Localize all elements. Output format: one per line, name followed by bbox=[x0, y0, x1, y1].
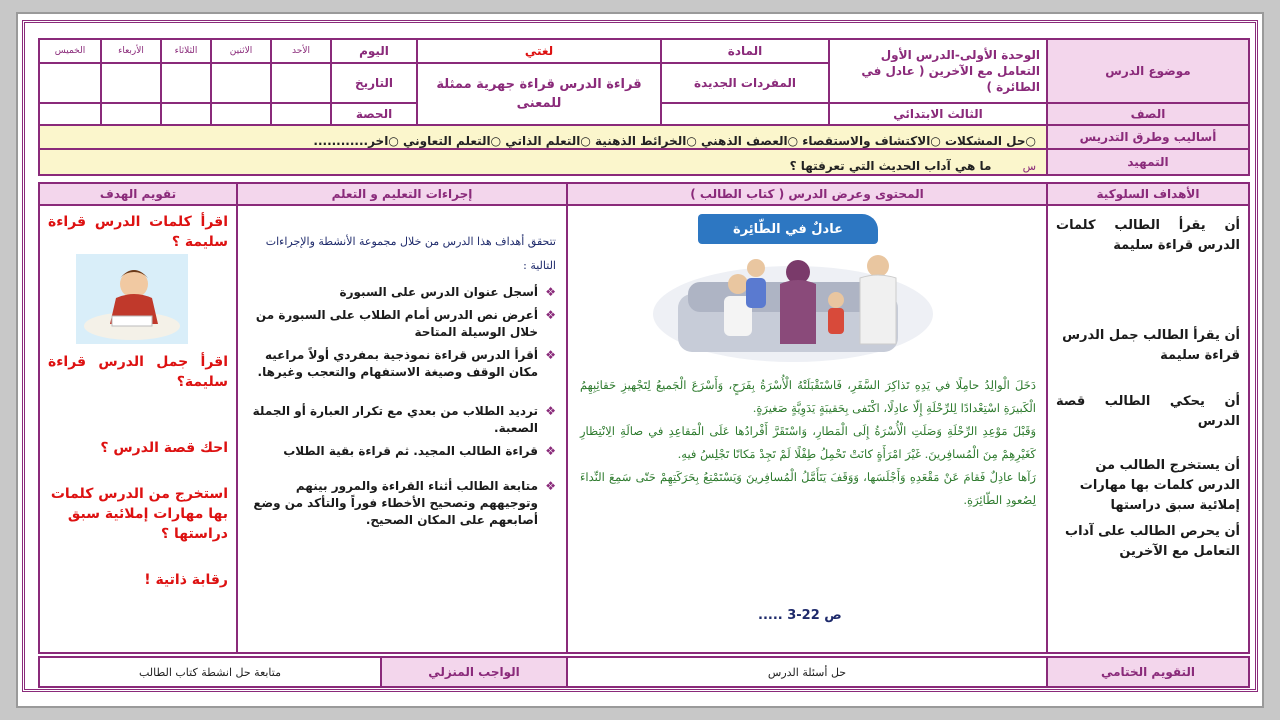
intro-label-cell bbox=[1046, 148, 1250, 176]
class-value: الثالث الابتدائي bbox=[893, 107, 983, 121]
procedure-item: ❖ أعرض نص الدرس أمام الطلاب على السبورة من خلال الوسيلة المتاحة bbox=[248, 307, 556, 341]
methods-label-cell bbox=[1046, 124, 1250, 150]
vocab-value-cell bbox=[416, 62, 662, 126]
intro-label: التمهيد bbox=[1127, 155, 1169, 169]
procedure-item: ❖ ترديد الطلاب من بعدي مع تكرار العبارة أو الجملة الصعبة. bbox=[248, 403, 556, 437]
story-paragraph: وَقَبْلَ مَوْعِدِ الرِّحْلَةِ وَصَلَتِ الْأُسْرَةُ إِلَى الْمَطارِ، وَاسْتَقَرَّ أَفْرادُها عَلَى الْمَقاعِدِ في صالَةِ الِانْتِظارِ كَغَيْرِهِمْ مِنَ الْمُسافِرينَ. غَيْرَ امْرَأَةٍ كانَتْ تَحْمِلُ طِفْلًا لَمْ تَجِدْ مَكانًا تَجْلِسُ فيهِ. bbox=[580, 424, 1036, 461]
final-eval-value-cell bbox=[566, 656, 1048, 688]
period-slot bbox=[160, 102, 212, 126]
procedure-item: ❖ أسجل عنوان الدرس على السبورة bbox=[248, 284, 556, 301]
procedure-item: ❖ متابعة الطالب أثناء القراءة والمرور بينهم وتوجيههم وتصحيح الأخطاء فوراً والتأكد من وضع أصابعهم على المكان الصحيح. bbox=[248, 478, 556, 529]
day-name: الخميس bbox=[54, 46, 86, 56]
homework-value-cell bbox=[38, 656, 382, 688]
vocab-label-cell bbox=[660, 62, 830, 104]
page-reference: ص 22-3 ..... bbox=[758, 608, 842, 623]
subject-label-cell bbox=[660, 38, 830, 64]
intro-prefix: س bbox=[1022, 160, 1036, 173]
day-name: الأربعاء bbox=[118, 46, 144, 56]
objective-item: أن يقرأ الطالب جمل الدرس قراءة سليمة bbox=[1062, 328, 1240, 363]
methods-value-cell bbox=[38, 124, 1048, 150]
homework-label: الواجب المنزلي bbox=[428, 665, 520, 679]
day-cell-thursday bbox=[38, 38, 102, 64]
date-slot bbox=[160, 62, 212, 104]
evaluation-item: احك قصة الدرس ؟ bbox=[100, 440, 228, 456]
final-eval-label-cell bbox=[1046, 656, 1250, 688]
story-text bbox=[580, 374, 1036, 512]
date-slot bbox=[100, 62, 162, 104]
class-label: الصف bbox=[1130, 107, 1166, 121]
evaluation-item: اقرأ كلمات الدرس قراءة سليمة ؟ bbox=[48, 214, 228, 250]
day-name: الأحد bbox=[292, 46, 310, 56]
period-label-cell bbox=[330, 102, 418, 126]
objectives-column bbox=[1046, 204, 1250, 654]
day-name: الاثنين bbox=[229, 46, 253, 56]
period-label: الحصة bbox=[355, 107, 393, 121]
content-column bbox=[566, 204, 1048, 654]
child-reading-illustration bbox=[76, 254, 188, 344]
class-label-cell bbox=[1046, 102, 1250, 126]
evaluation-column bbox=[38, 204, 238, 654]
procedure-item: ❖ قراءة الطالب المجيد. ثم قراءة بقية الطلاب bbox=[248, 443, 556, 460]
family-seats-illustration bbox=[648, 244, 938, 364]
homework-value: متابعة حل انشطة كتاب الطالب bbox=[139, 665, 281, 679]
period-slot bbox=[100, 102, 162, 126]
topic-label-cell bbox=[1046, 38, 1250, 104]
objectives-header: الأهداف السلوكية bbox=[1046, 182, 1250, 206]
subject-label: المادة bbox=[727, 44, 763, 58]
objective-item: أن يحرص الطالب على آداب التعامل مع الآخرين bbox=[1065, 524, 1240, 559]
period-slot bbox=[38, 102, 102, 126]
objective-item: أن يستخرج الطالب من الدرس كلمات بها مهارات إملائية سبق دراستها bbox=[1079, 458, 1240, 513]
topic-value-cell bbox=[828, 38, 1048, 104]
evaluation-header: تقويم الهدف bbox=[38, 182, 238, 206]
story-banner: عادلٌ في الطّائِرة bbox=[698, 214, 878, 244]
subject-value: لغتي bbox=[524, 44, 554, 58]
objective-item: أن يحكي الطالب قصة الدرس bbox=[1056, 394, 1240, 429]
content-header: المحتوى وعرض الدرس ( كتاب الطالب ) bbox=[566, 182, 1048, 206]
day-label: اليوم bbox=[359, 44, 389, 58]
procedures-list bbox=[248, 284, 556, 529]
methods-label: أساليب وطرق التدريس bbox=[1079, 130, 1217, 144]
subject-value-cell bbox=[416, 38, 662, 64]
methods-value: ○حل المشكلات ○الاكتشاف والاستقصاء ○العصف الذهني ○الخرائط الذهنية ○التعلم الذاتي ○التعلم التعاوني ○اخر............ bbox=[313, 134, 1036, 148]
period-slot bbox=[210, 102, 272, 126]
vocab-value: قراءة الدرس قراءة جهرية ممثلة للمعنى bbox=[436, 77, 642, 111]
day-cell-monday bbox=[210, 38, 272, 64]
period-slot bbox=[270, 102, 332, 126]
intro-value-cell bbox=[38, 148, 1048, 176]
day-cell-sunday bbox=[270, 38, 332, 64]
procedures-header: إجراءات التعليم و التعلم bbox=[236, 182, 568, 206]
date-label: التاريخ bbox=[354, 76, 394, 90]
day-label-cell bbox=[330, 38, 418, 64]
procedure-item: ❖ أقرأ الدرس قراءة نموذجية بمفردي أولاً مراعيه مكان الوقف وصيغة الاستفهام والتعجب وغيرها. bbox=[248, 347, 556, 381]
objective-item: أن يقرأ الطالب كلمات الدرس قراءة سليمة bbox=[1056, 218, 1240, 253]
story-paragraph: رَآها عادِلٌ فَقامَ عَنْ مَقْعَدِهِ وَأَجْلَسَها، وَوَقَفَ يَتَأَمَّلُ الْمُسافِرينَ وَيَسْتَمْتِعُ بِحَرَكَتِهِمْ حَتّى سَمِعَ النِّداءَ لِصُعودِ الطّائِرَةِ. bbox=[580, 470, 1036, 507]
story-paragraph: دَخَلَ الْوالِدُ حامِلًا في يَدِهِ تَذاكِرَ السَّفَرِ، فَاسْتَقْبَلَتْهُ الْأُسْرَةُ بِفَرَحٍ، وَأَسْرَعَ الْجَميعُ لِتَجْهيزِ حَقائِبِهِمُ الْكَبيرَةِ اسْتِعْدادًا لِلرِّحْلَةِ إِلّا عادِلًا، اكْتَفى بِحَقيبَةٍ يَدَوِيَّةٍ صَغيرَةٍ. bbox=[580, 378, 1036, 415]
final-eval-label: التقويم الختامي bbox=[1100, 665, 1195, 679]
day-name: الثلاثاء bbox=[174, 46, 198, 56]
procedures-intro: تتحقق أهداف هذا الدرس من خلال مجموعة الأنشطة والإجراءات التالية : bbox=[265, 235, 556, 272]
class-value-cell bbox=[828, 102, 1048, 126]
date-slot bbox=[38, 62, 102, 104]
topic-value: الوحدة الأولى-الدرس الأول التعامل مع الآخرين ( عادل في الطائرة ) bbox=[861, 48, 1040, 94]
date-slot bbox=[210, 62, 272, 104]
final-eval-value: حل أسئلة الدرس bbox=[767, 665, 847, 679]
procedures-column bbox=[236, 204, 568, 654]
date-label-cell bbox=[330, 62, 418, 104]
day-cell-wednesday bbox=[100, 38, 162, 64]
day-cell-tuesday bbox=[160, 38, 212, 64]
evaluation-item: اقرأ جمل الدرس قراءة سليمة؟ bbox=[48, 354, 228, 390]
evaluation-item: رقابة ذاتية ! bbox=[144, 572, 228, 588]
topic-label: موضوع الدرس bbox=[1105, 64, 1191, 78]
homework-label-cell bbox=[380, 656, 568, 688]
intro-question: ما هي آداب الحديث التي تعرفتها ؟ bbox=[789, 159, 992, 173]
date-slot bbox=[270, 62, 332, 104]
evaluation-item: استخرج من الدرس كلمات بها مهارات إملائية سبق دراستها ؟ bbox=[50, 486, 228, 542]
vocab-label: المفردات الجديدة bbox=[694, 76, 796, 90]
